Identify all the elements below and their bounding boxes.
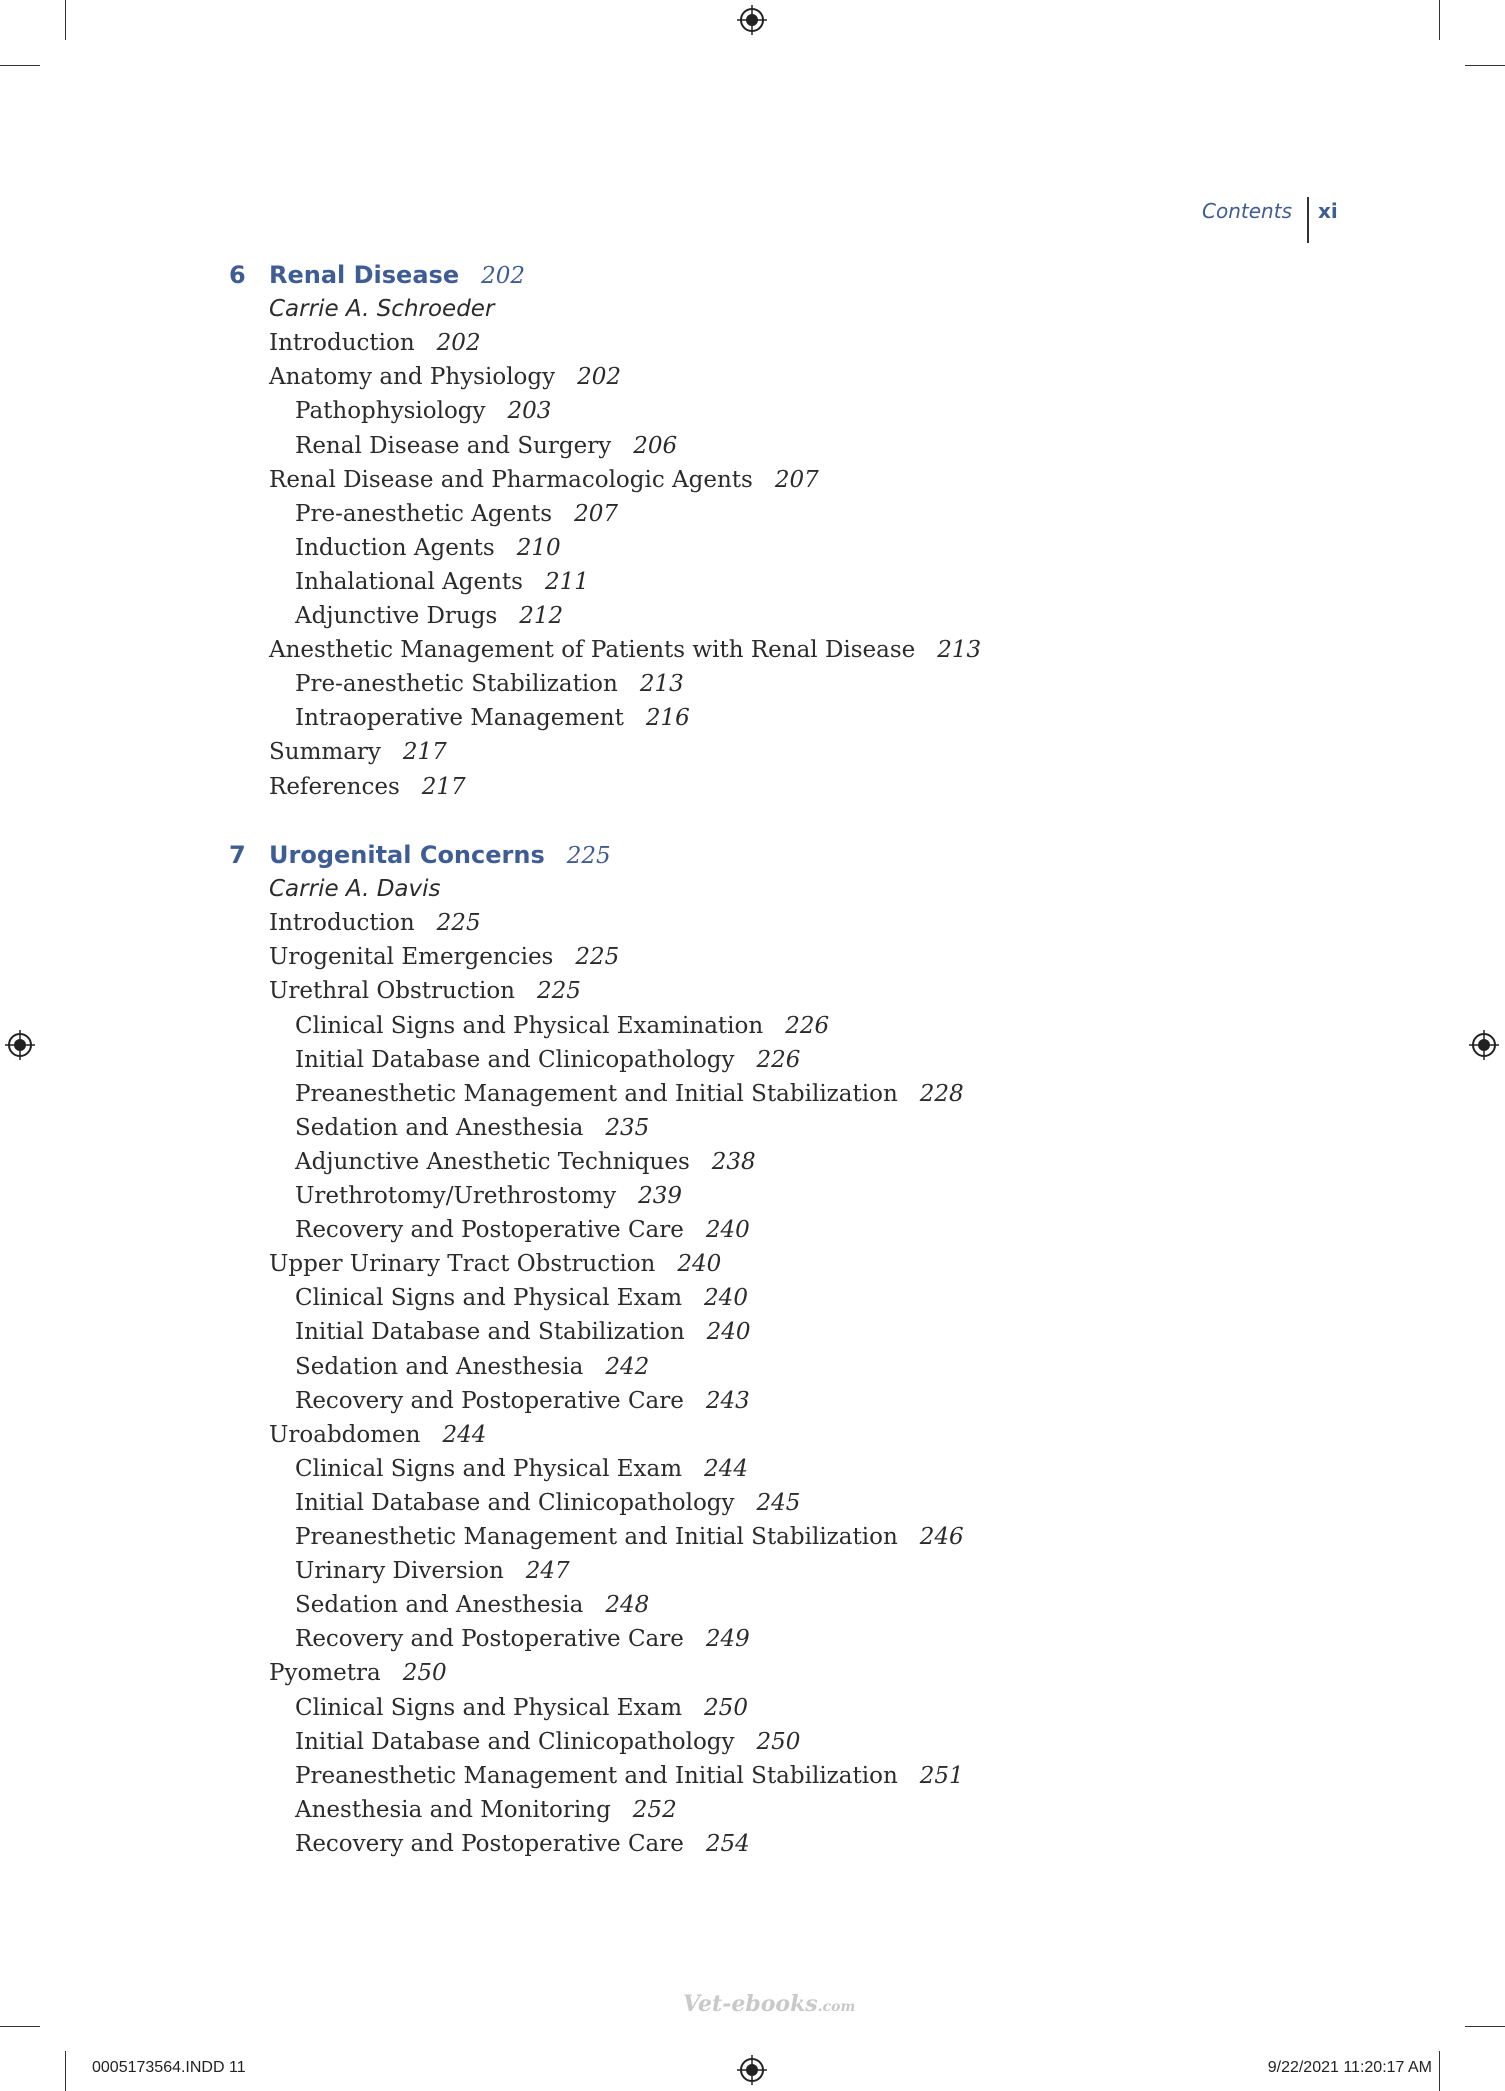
toc-section-entry[interactable] — [269, 772, 466, 802]
toc-subsection-entry[interactable] — [295, 431, 677, 461]
slug-timestamp: 9/22/2021 11:20:17 AM — [1267, 2059, 1432, 2076]
toc-entry-title: Sedation and Anesthesia — [295, 1592, 584, 1619]
toc-section-entry[interactable] — [269, 465, 819, 495]
toc-entry-title: Pre-anesthetic Agents — [295, 500, 553, 527]
toc-entry-page-number: 242 — [605, 1353, 650, 1380]
toc-entry-page-number: 248 — [605, 1592, 650, 1619]
toc-section-entry[interactable] — [269, 328, 481, 358]
toc-section-entry[interactable] — [269, 362, 621, 392]
toc-entry-page-number: 239 — [638, 1183, 683, 1209]
toc-entry-title: Initial Database and Clinicopathology — [295, 1489, 735, 1516]
toc-subsection-entry[interactable] — [295, 1522, 964, 1552]
toc-section-entry[interactable] — [269, 942, 619, 972]
toc-entry-page-number: 225 — [537, 978, 581, 1005]
toc-subsection-entry[interactable] — [295, 1215, 750, 1245]
toc-entry-title: Clinical Signs and Physical Exam — [295, 1694, 683, 1721]
slug-file-name: 0005173564.INDD 11 — [92, 2059, 246, 2076]
toc-entry-title: Recovery and Postoperative Care — [295, 1387, 684, 1414]
toc-entry-title: Upper Urinary Tract Obstruction — [269, 1251, 656, 1278]
toc-subsection-entry[interactable] — [295, 1045, 800, 1075]
toc-entry-title: Sedation and Anesthesia — [295, 1114, 584, 1141]
toc-section-entry[interactable] — [269, 1658, 447, 1688]
toc-subsection-entry[interactable] — [295, 601, 563, 631]
toc-entry-title: Adjunctive Drugs — [295, 603, 498, 629]
toc-entry-page-number: 207 — [574, 500, 618, 527]
toc-entry-title: Preanesthetic Management and Initial Stabilization — [295, 1762, 898, 1789]
toc-entry-title: Pyometra — [269, 1660, 381, 1687]
toc-entry-page-number: 217 — [402, 739, 447, 766]
toc-entry-title: Introduction — [269, 330, 415, 357]
toc-subsection-entry[interactable] — [295, 669, 684, 699]
toc-entry-page-number: 207 — [774, 466, 819, 493]
chapter-title[interactable] — [269, 840, 611, 871]
toc-subsection-entry[interactable] — [295, 499, 618, 529]
toc-entry-title: Anatomy and Physiology — [269, 364, 556, 391]
toc-entry-title: Intraoperative Management — [295, 705, 624, 732]
toc-entry-page-number: 247 — [525, 1558, 570, 1585]
chapter-number: 7 — [229, 841, 246, 869]
toc-section-entry[interactable] — [269, 1420, 486, 1450]
toc-entry-title: Renal Disease and Surgery — [295, 432, 612, 459]
toc-entry-page-number: 240 — [677, 1251, 722, 1278]
toc-entry-page-number: 246 — [919, 1524, 964, 1550]
toc-entry-title: Preanesthetic Management and Initial Stabilization — [295, 1524, 898, 1550]
toc-entry-page-number: 240 — [706, 1319, 751, 1346]
toc-entry-title: References — [269, 773, 400, 800]
toc-entry-page-number: 226 — [756, 1046, 801, 1073]
toc-entry-title: Sedation and Anesthesia — [295, 1353, 584, 1380]
toc-subsection-entry[interactable] — [295, 1727, 800, 1757]
toc-entry-title: Induction Agents — [295, 534, 495, 561]
watermark-name: Vet-ebooks — [683, 1991, 818, 2017]
toc-subsection-entry[interactable] — [295, 703, 690, 733]
toc-entry-page-number: 244 — [442, 1421, 487, 1448]
toc-entry-page-number: 203 — [507, 398, 552, 425]
toc-entry-page-number: 213 — [937, 637, 982, 664]
toc-entry-page-number: 211 — [544, 568, 589, 595]
chapter-title[interactable] — [269, 260, 525, 291]
toc-entry-page-number: 254 — [705, 1830, 750, 1857]
toc-entry-title: Anesthetic Management of Patients with Renal Disease — [269, 637, 916, 664]
toc-entry-page-number: 250 — [402, 1660, 447, 1687]
toc-entry-title: Anesthesia and Monitoring — [295, 1796, 611, 1823]
toc-entry-page-number: 245 — [756, 1489, 801, 1516]
toc-entry-title: Recovery and Postoperative Care — [295, 1626, 684, 1653]
toc-section-entry[interactable] — [269, 908, 481, 938]
toc-entry-page-number: 251 — [919, 1762, 964, 1789]
toc-section-entry[interactable] — [269, 737, 447, 767]
running-head-title: Contents — [1202, 199, 1292, 223]
toc-section-entry[interactable] — [269, 1249, 721, 1279]
toc-section-entry[interactable] — [269, 635, 981, 665]
chapter-title-text: Renal Disease — [269, 261, 460, 289]
toc-subsection-entry[interactable] — [295, 1113, 649, 1143]
toc-entry-page-number: 243 — [705, 1387, 750, 1414]
toc-entry-title: Urogenital Emergencies — [269, 944, 554, 971]
toc-entry-title: Initial Database and Stabilization — [295, 1319, 685, 1346]
toc-entry-page-number: 238 — [711, 1148, 756, 1175]
toc-subsection-entry[interactable] — [295, 1317, 751, 1347]
toc-entry-page-number: 240 — [704, 1285, 748, 1312]
toc-subsection-entry[interactable] — [295, 1829, 750, 1859]
toc-entry-title: Clinical Signs and Physical Exam — [295, 1455, 683, 1482]
toc-entry-title: Clinical Signs and Physical Examination — [295, 1012, 764, 1039]
toc-entry-title: Uroabdomen — [269, 1421, 421, 1448]
toc-entry-title: Adjunctive Anesthetic Techniques — [295, 1148, 690, 1175]
toc-entry-page-number: 244 — [704, 1455, 748, 1482]
toc-entry-title: Pre-anesthetic Stabilization — [295, 671, 618, 698]
toc-subsection-entry[interactable] — [295, 1795, 677, 1825]
running-head-page-number: xi — [1318, 199, 1338, 223]
chapter-number: 6 — [229, 261, 246, 289]
toc-entry-page-number: 225 — [575, 944, 620, 971]
chapter-page-number: 225 — [566, 843, 611, 869]
chapter-title-text: Urogenital Concerns — [269, 841, 545, 869]
toc-entry-page-number: 252 — [632, 1796, 677, 1823]
toc-entry-page-number: 228 — [919, 1080, 964, 1107]
toc-subsection-entry[interactable] — [295, 1454, 748, 1484]
toc-entry-title: Urinary Diversion — [295, 1558, 504, 1585]
toc-entry-page-number: 210 — [516, 534, 561, 561]
toc-entry-page-number: 202 — [436, 330, 481, 357]
toc-entry-page-number: 250 — [756, 1728, 801, 1755]
toc-subsection-entry[interactable] — [295, 1556, 570, 1586]
toc-entry-title: Initial Database and Clinicopathology — [295, 1046, 735, 1073]
toc-entry-title: Recovery and Postoperative Care — [295, 1217, 684, 1244]
toc-entry-title: Renal Disease and Pharmacologic Agents — [269, 466, 753, 493]
toc-subsection-entry[interactable] — [295, 1011, 829, 1041]
toc-entry-page-number: 226 — [785, 1012, 830, 1039]
toc-subsection-entry[interactable] — [295, 1181, 682, 1211]
chapter-page-number: 202 — [481, 263, 525, 289]
toc-entry-page-number: 212 — [519, 603, 564, 629]
toc-entry-page-number: 250 — [704, 1694, 748, 1721]
toc-entry-page-number: 206 — [633, 432, 678, 459]
toc-subsection-entry[interactable] — [295, 1079, 964, 1109]
toc-subsection-entry[interactable] — [295, 567, 589, 597]
toc-subsection-entry[interactable] — [295, 1693, 748, 1723]
chapter-author: Carrie A. Schroeder — [269, 296, 495, 323]
toc-subsection-entry[interactable] — [295, 533, 561, 563]
toc-subsection-entry[interactable] — [295, 1590, 649, 1620]
watermark-tld: .com — [817, 1999, 856, 2015]
toc-subsection-entry[interactable] — [295, 1386, 750, 1416]
toc-entry-title: Urethral Obstruction — [269, 978, 515, 1005]
chapter-author: Carrie A. Davis — [269, 876, 441, 903]
toc-entry-title: Introduction — [269, 910, 415, 937]
toc-entry-page-number: 217 — [421, 773, 466, 800]
toc-subsection-entry[interactable] — [295, 1624, 750, 1654]
toc-entry-page-number: 249 — [705, 1626, 750, 1653]
toc-entry-title: Clinical Signs and Physical Exam — [295, 1285, 683, 1312]
toc-section-entry[interactable] — [269, 976, 581, 1006]
watermark-logo — [683, 1991, 855, 2017]
toc-entry-title: Urethrotomy/Urethrostomy — [295, 1183, 617, 1209]
toc-entry-title: Pathophysiology — [295, 398, 486, 425]
toc-subsection-entry[interactable] — [295, 396, 551, 426]
toc-entry-title: Recovery and Postoperative Care — [295, 1830, 684, 1857]
toc-entry-title: Summary — [269, 739, 381, 766]
toc-entry-page-number: 240 — [705, 1217, 750, 1244]
toc-entry-page-number: 213 — [639, 671, 684, 698]
toc-entry-page-number: 216 — [645, 705, 690, 732]
toc-subsection-entry[interactable] — [295, 1761, 964, 1791]
toc-entry-page-number: 235 — [605, 1114, 650, 1141]
toc-entry-title: Inhalational Agents — [295, 568, 523, 595]
toc-entry-page-number: 202 — [577, 364, 622, 391]
toc-entry-title: Initial Database and Clinicopathology — [295, 1728, 735, 1755]
toc-entry-page-number: 225 — [436, 910, 481, 937]
toc-subsection-entry[interactable] — [295, 1488, 800, 1518]
toc-entry-title: Preanesthetic Management and Initial Stabilization — [295, 1080, 898, 1107]
toc-subsection-entry[interactable] — [295, 1147, 756, 1177]
toc-subsection-entry[interactable] — [295, 1352, 649, 1382]
toc-subsection-entry[interactable] — [295, 1283, 748, 1313]
